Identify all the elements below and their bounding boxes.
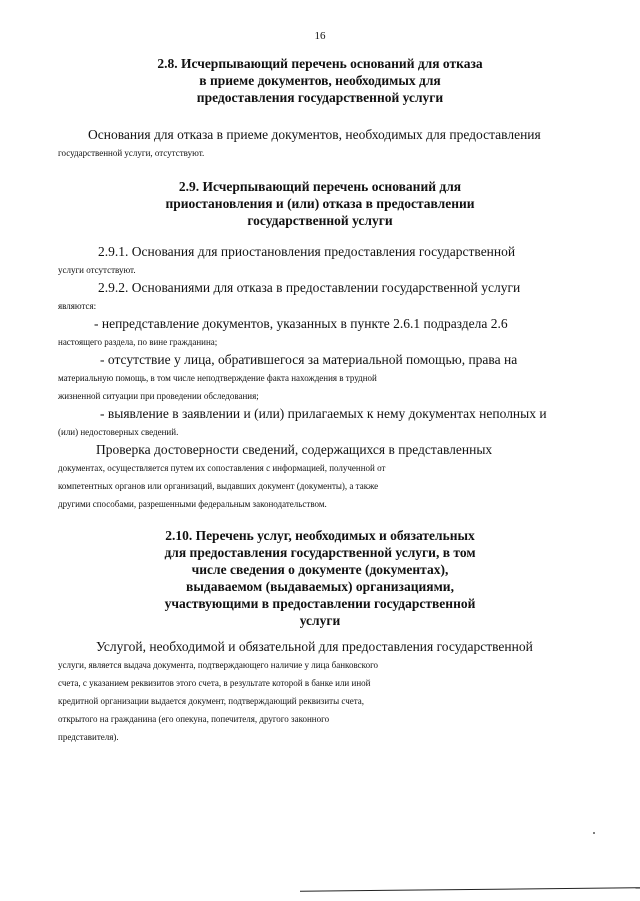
text-line: - непредставление документов, указанных в пункте 2.6.1 подраздела 2.6	[94, 316, 508, 331]
bullet-item-1	[58, 315, 605, 351]
heading-line: числе сведения о документе (документах),	[191, 562, 449, 577]
footer-rule	[300, 887, 640, 892]
text-line: счета, с указанием реквизитов этого счета, в результате которой в банке или иной	[58, 678, 371, 688]
scan-speck	[593, 832, 595, 834]
text-line: - выявление в заявлении и (или) прилагаемых к нему документах неполных и	[100, 406, 547, 421]
heading-line: услуги	[299, 613, 341, 628]
heading-line: 2.8. Исчерпывающий перечень оснований для отказа	[157, 56, 483, 71]
text-line: услуги отсутствуют.	[58, 265, 136, 275]
paragraph-2-9-1	[58, 243, 605, 279]
heading-line: 2.10. Перечень услуг, необходимых и обязательных	[165, 528, 475, 543]
text-line: 2.9.2. Основаниями для отказа в предоставлении государственной услуги	[98, 280, 521, 295]
bullet-item-2	[58, 351, 605, 405]
heading-line: государственной услуги	[247, 213, 393, 228]
text-line: документах, осуществляется путем их сопоставления с информацией, полученной от	[58, 463, 386, 473]
section-2-9-heading	[120, 178, 520, 229]
text-line: услуги, является выдача документа, подтверждающего наличие у лица банковского	[58, 660, 379, 670]
heading-line: в приеме документов, необходимых для	[199, 73, 441, 88]
text-line: являются:	[58, 301, 97, 311]
text-line: кредитной организации выдается документ, подтверждающий реквизиты счета,	[58, 696, 365, 706]
text-line: открытого на гражданина (его опекуна, попечителя, другого законного	[58, 714, 330, 724]
heading-line: для предоставления государственной услуги, в том	[164, 545, 476, 560]
text-line: материальную помощь, в том числе неподтверждение факта нахождения в трудной	[58, 373, 377, 383]
text-line: Проверка достоверности сведений, содержащихся в представленных	[96, 442, 493, 457]
heading-line: выдаваемом (выдаваемых) организациями,	[186, 579, 454, 594]
section-2-8-text	[58, 126, 605, 162]
section-2-10-text	[58, 638, 605, 746]
text-line: настоящего раздела, по вине гражданина;	[58, 337, 218, 347]
text-line: Услугой, необходимой и обязательной для предоставления государственной	[96, 639, 533, 654]
text-line: Основания для отказа в приеме документов, необходимых для предоставления	[88, 127, 541, 142]
paragraph-2-9-2	[58, 279, 605, 315]
heading-line: участвующими в предоставлении государственной	[164, 596, 476, 611]
text-line: представителя).	[58, 732, 119, 742]
text-line: государственной услуги, отсутствуют.	[58, 148, 205, 158]
verification-paragraph	[58, 441, 605, 513]
text-line: другими способами, разрешенными федеральным законодательством.	[58, 499, 327, 509]
heading-line: 2.9. Исчерпывающий перечень оснований для	[178, 179, 462, 194]
section-2-8-heading	[120, 55, 520, 106]
text-line: жизненной ситуации при проведении обследования;	[58, 391, 259, 401]
page-number: 16	[314, 30, 326, 42]
text-line: (или) недостоверных сведений.	[58, 427, 179, 437]
text-line: компетентных органов или организаций, выдавших документ (документы), а также	[58, 481, 379, 491]
heading-line: приостановления и (или) отказа в предоставлении	[165, 196, 475, 211]
bullet-item-3	[58, 405, 605, 441]
text-line: 2.9.1. Основания для приостановления предоставления государственной	[98, 244, 516, 259]
section-2-10-heading	[120, 527, 520, 629]
text-line: - отсутствие у лица, обратившегося за материальной помощью, права на	[100, 352, 518, 367]
heading-line: предоставления государственной услуги	[196, 90, 444, 105]
